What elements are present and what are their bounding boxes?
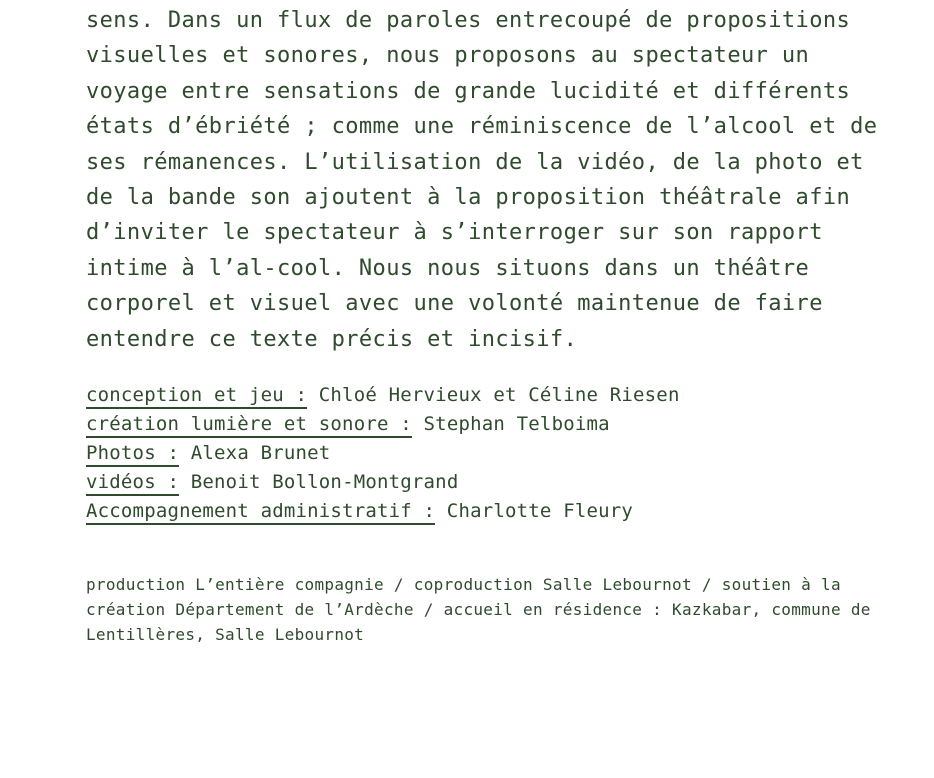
credit-row-lighting-sound — [86, 410, 886, 439]
credit-name: Stephan Telboima — [411, 413, 610, 436]
description-paragraph: sens. Dans un flux de paroles entrecoupé de propositions visuelles et sonores, nous proposons au spectateur un voyage entre sensations de grande lucidité et différents états d’ébriété ; comme une réminiscence de l’alcool et de ses rémanences. L’utilisation de la vidéo, de la photo et de la bande son ajoutent à la proposition théâtrale afin d’inviter le spectateur à s’interroger sur son rapport intime à l’al-cool. Nous nous situons dans un théâtre corporel et visuel avec une volonté maintenue de faire entendre ce texte précis et incisif. — [86, 8, 878, 352]
production-notice: production L’entière compagnie / coproduction Salle Lebournot / soutien à la création Département de l’Ardèche / accueil en résidence : Kazkabar, commune de Lentillères, Salle Lebournot — [86, 575, 871, 645]
credit-row-videos — [86, 468, 886, 497]
credit-role: Photos : — [86, 441, 179, 467]
credit-role: conception et jeu : — [86, 383, 307, 409]
credit-name: Benoit Bollon-Montgrand — [179, 471, 459, 494]
credit-row-photos — [86, 439, 886, 468]
credit-role: Accompagnement administratif : — [86, 499, 435, 525]
credit-name: Charlotte Fleury — [435, 500, 634, 523]
credit-name: Alexa Brunet — [179, 442, 331, 465]
credit-row-administration — [86, 497, 886, 526]
credit-name: Chloé Hervieux et Céline Riesen — [307, 384, 680, 407]
document-page — [86, 0, 886, 663]
credits-list — [86, 381, 886, 526]
credit-row-conception — [86, 381, 886, 410]
credit-role: vidéos : — [86, 470, 179, 496]
credit-role: création lumière et sonore : — [86, 412, 412, 438]
